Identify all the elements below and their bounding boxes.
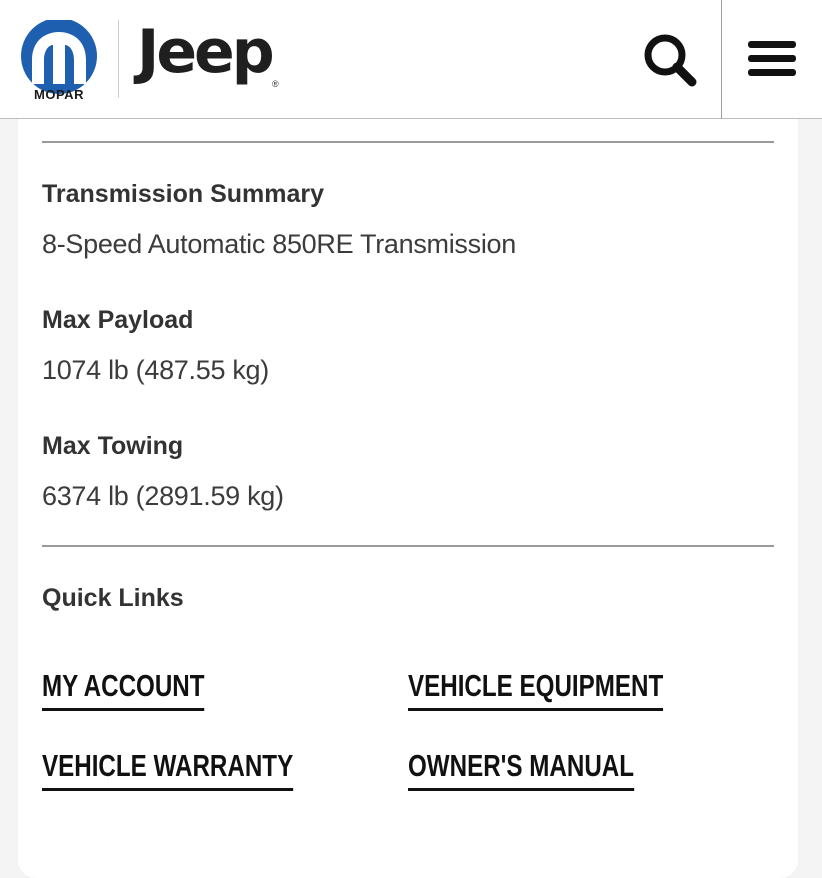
section-divider (42, 141, 774, 143)
quick-links-title: Quick Links (42, 584, 184, 612)
link-owners-manual[interactable]: OWNER'S MANUAL (408, 748, 634, 791)
menu-button[interactable] (736, 22, 808, 98)
vehicle-details-card (18, 119, 798, 878)
spec-label-max-towing: Max Towing (42, 432, 184, 460)
header-divider (721, 0, 722, 119)
link-vehicle-equipment[interactable]: VEHICLE EQUIPMENT (408, 668, 663, 711)
link-vehicle-warranty[interactable]: VEHICLE WARRANTY (42, 748, 293, 791)
spec-label-max-payload: Max Payload (42, 306, 194, 334)
spec-value-transmission: 8-Speed Automatic 850RE Transmission (42, 229, 516, 259)
site-header (0, 0, 822, 119)
registered-mark: ® (272, 79, 279, 89)
link-my-account[interactable]: MY ACCOUNT (42, 668, 205, 711)
logo-divider (118, 20, 119, 98)
section-divider (42, 545, 774, 547)
jeep-logo[interactable]: Jeep (137, 17, 272, 87)
mopar-wordmark: MOPAR (34, 87, 84, 102)
spec-value-max-towing: 6374 lb (2891.59 kg) (42, 481, 284, 511)
spec-value-max-payload: 1074 lb (487.55 kg) (42, 355, 269, 385)
search-icon (632, 22, 708, 98)
hamburger-menu-icon (736, 22, 808, 98)
spec-label-transmission: Transmission Summary (42, 180, 325, 208)
search-button[interactable] (632, 22, 708, 98)
